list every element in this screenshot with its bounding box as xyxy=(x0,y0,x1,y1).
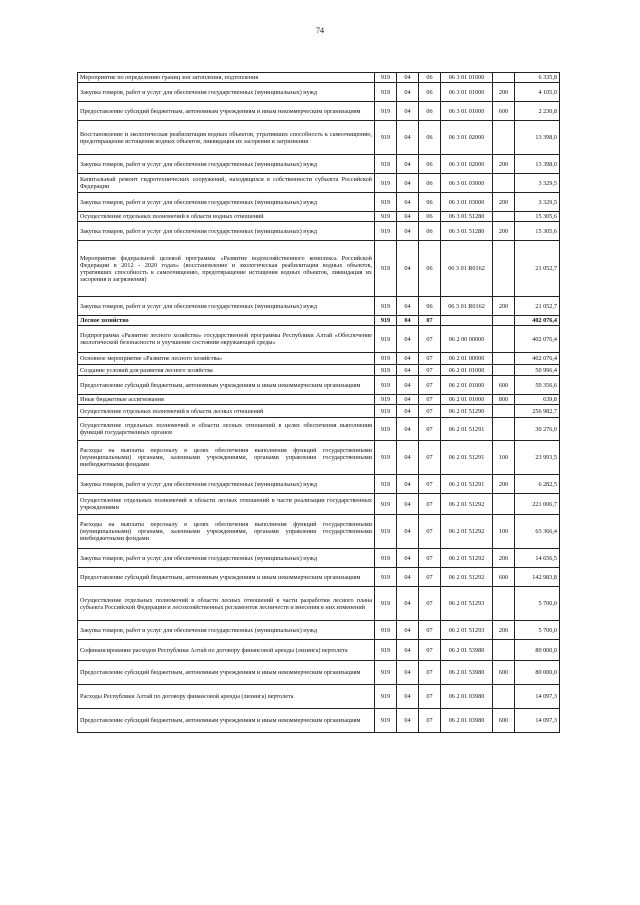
section-code-cell: 04 xyxy=(397,365,419,376)
amount-cell: 402 076,4 xyxy=(515,353,560,365)
amount-cell: 30 276,0 xyxy=(515,418,560,441)
subsection-code-cell: 06 xyxy=(419,222,441,241)
expense-type-cell: 200 xyxy=(493,621,515,640)
expense-type-cell: 200 xyxy=(493,83,515,102)
section-code-cell: 04 xyxy=(397,121,419,155)
expense-type-cell: 600 xyxy=(493,661,515,685)
expense-type-cell xyxy=(493,418,515,441)
expense-type-cell xyxy=(493,685,515,709)
subsection-code-cell: 07 xyxy=(419,709,441,733)
table-row xyxy=(78,73,560,83)
amount-cell: 80 000,0 xyxy=(515,640,560,661)
expense-name-cell: Иные бюджетные ассигнования xyxy=(78,395,375,405)
amount-cell: 14 656,5 xyxy=(515,549,560,568)
amount-cell: 6 282,5 xyxy=(515,475,560,494)
expense-name-cell: Закупка товаров, работ и услуг для обеспечения государственных (муниципальных) нужд xyxy=(78,475,375,494)
expense-name-cell: Закупка товаров, работ и услуг для обеспечения государственных (муниципальных) нужд xyxy=(78,297,375,316)
table-row xyxy=(78,515,560,549)
target-article-cell: 06 2 01 51291 xyxy=(441,418,493,441)
target-article-cell: 06 2 01 00000 xyxy=(441,353,493,365)
section-code-cell: 04 xyxy=(397,494,419,515)
section-code-cell: 04 xyxy=(397,297,419,316)
section-code-cell: 04 xyxy=(397,376,419,395)
expense-name-cell: Осуществление отдельных полномочий в области лесных отношений в целях обеспечения выполнения функций государственных органов xyxy=(78,418,375,441)
amount-cell: 50 996,4 xyxy=(515,365,560,376)
table-row xyxy=(78,661,560,685)
grbs-code-cell: 919 xyxy=(375,155,397,174)
subsection-code-cell: 06 xyxy=(419,83,441,102)
amount-cell: 15 305,6 xyxy=(515,212,560,222)
table-row xyxy=(78,83,560,102)
subsection-code-cell: 07 xyxy=(419,395,441,405)
expense-type-cell: 200 xyxy=(493,475,515,494)
section-code-cell: 04 xyxy=(397,709,419,733)
subsection-code-cell: 07 xyxy=(419,640,441,661)
table-row xyxy=(78,418,560,441)
table-row xyxy=(78,297,560,316)
amount-cell: 402 076,4 xyxy=(515,326,560,353)
section-code-cell: 04 xyxy=(397,193,419,212)
grbs-code-cell: 919 xyxy=(375,515,397,549)
subsection-code-cell: 06 xyxy=(419,121,441,155)
target-article-cell: 06 2 01 53980 xyxy=(441,661,493,685)
grbs-code-cell: 919 xyxy=(375,441,397,475)
section-code-cell: 04 xyxy=(397,568,419,587)
expense-type-cell: 200 xyxy=(493,222,515,241)
grbs-code-cell: 919 xyxy=(375,212,397,222)
subsection-code-cell: 07 xyxy=(419,621,441,640)
target-article-cell: 06 2 01 03980 xyxy=(441,709,493,733)
table-row xyxy=(78,155,560,174)
expense-type-cell xyxy=(493,316,515,326)
expense-type-cell xyxy=(493,121,515,155)
table-row xyxy=(78,441,560,475)
subsection-code-cell: 07 xyxy=(419,475,441,494)
expense-name-cell: Расходы Республики Алтай по договору финансовой аренды (лизинга) вертолета xyxy=(78,685,375,709)
table-row xyxy=(78,568,560,587)
subsection-code-cell: 07 xyxy=(419,326,441,353)
expense-name-cell: Восстановление и экологическая реабилитация водных объектов, утративших способность к самоочищению, предотвращение истощения водных объектов, ликвидация их засорения и загрязнения xyxy=(78,121,375,155)
target-article-cell xyxy=(441,316,493,326)
table-row xyxy=(78,121,560,155)
amount-cell: 2 230,8 xyxy=(515,102,560,121)
table-row xyxy=(78,353,560,365)
table-row xyxy=(78,475,560,494)
subsection-code-cell: 06 xyxy=(419,174,441,193)
grbs-code-cell: 919 xyxy=(375,193,397,212)
expense-type-cell xyxy=(493,640,515,661)
expense-type-cell xyxy=(493,174,515,193)
expense-name-cell: Капитальный ремонт гидротехнических сооружений, находящихся в собственности субъекта Российской Федерации xyxy=(78,174,375,193)
section-code-cell: 04 xyxy=(397,395,419,405)
table-row xyxy=(78,395,560,405)
target-article-cell: 06 2 01 51292 xyxy=(441,568,493,587)
grbs-code-cell: 919 xyxy=(375,73,397,83)
expense-name-cell: Закупка товаров, работ и услуг для обеспечения государственных (муниципальных) нужд xyxy=(78,83,375,102)
expense-name-cell: Осуществление отдельных полномочий в области лесных отношений xyxy=(78,405,375,418)
target-article-cell: 06 3 01 03000 xyxy=(441,174,493,193)
table-row xyxy=(78,587,560,621)
amount-cell: 21 052,7 xyxy=(515,241,560,297)
target-article-cell: 06 2 01 53980 xyxy=(441,640,493,661)
table-row xyxy=(78,174,560,193)
subsection-code-cell: 06 xyxy=(419,241,441,297)
expense-name-cell: Предоставление субсидий бюджетным, автономным учреждениям и иным некоммерческим организациям xyxy=(78,709,375,733)
expense-type-cell: 200 xyxy=(493,155,515,174)
table-body xyxy=(78,73,560,733)
section-code-cell: 04 xyxy=(397,174,419,193)
grbs-code-cell: 919 xyxy=(375,685,397,709)
target-article-cell: 06 2 01 03980 xyxy=(441,685,493,709)
target-article-cell: 06 3 01 51280 xyxy=(441,212,493,222)
expense-type-cell: 600 xyxy=(493,709,515,733)
table-row xyxy=(78,212,560,222)
target-article-cell: 06 3 01 R0162 xyxy=(441,297,493,316)
subsection-code-cell: 07 xyxy=(419,515,441,549)
expense-name-cell: Закупка товаров, работ и услуг для обеспечения государственных (муниципальных) нужд xyxy=(78,193,375,212)
expense-name-cell: Предоставление субсидий бюджетным, автономным учреждениям и иным некоммерческим организациям xyxy=(78,661,375,685)
section-code-cell: 04 xyxy=(397,685,419,709)
grbs-code-cell: 919 xyxy=(375,316,397,326)
expense-name-cell: Софинансирование расходов Республики Алтай по договору финансовой аренды (лизинга) вертолета xyxy=(78,640,375,661)
grbs-code-cell: 919 xyxy=(375,353,397,365)
amount-cell: 142 983,8 xyxy=(515,568,560,587)
target-article-cell: 06 2 01 51292 xyxy=(441,515,493,549)
expense-type-cell: 600 xyxy=(493,568,515,587)
expense-name-cell: Закупка товаров, работ и услуг для обеспечения государственных (муниципальных) нужд xyxy=(78,549,375,568)
target-article-cell: 06 3 01 01000 xyxy=(441,83,493,102)
subsection-code-cell: 07 xyxy=(419,376,441,395)
table-row xyxy=(78,709,560,733)
section-code-cell: 04 xyxy=(397,441,419,475)
expense-name-cell: Расходы на выплаты персоналу в целях обеспечения выполнения функций государственными (муниципальными) органами, казенными учреждениями, органами управления государственными внебюджетными фондами xyxy=(78,515,375,549)
amount-cell: 5 700,0 xyxy=(515,587,560,621)
section-code-cell: 04 xyxy=(397,418,419,441)
expense-type-cell xyxy=(493,365,515,376)
grbs-code-cell: 919 xyxy=(375,83,397,102)
table-row xyxy=(78,316,560,326)
grbs-code-cell: 919 xyxy=(375,326,397,353)
amount-cell: 13 398,0 xyxy=(515,121,560,155)
target-article-cell: 06 3 01 01000 xyxy=(441,73,493,83)
amount-cell: 6 335,8 xyxy=(515,73,560,83)
grbs-code-cell: 919 xyxy=(375,297,397,316)
expense-name-cell: Подпрограмма «Развитие лесного хозяйства» государственной программы Республики Алтай «Обеспечение экологической безопасности и улучшение состояния окружающей среды» xyxy=(78,326,375,353)
expense-name-cell: Предоставление субсидий бюджетным, автономным учреждениям и иным некоммерческим организациям xyxy=(78,376,375,395)
section-code-cell: 04 xyxy=(397,587,419,621)
section-code-cell: 04 xyxy=(397,222,419,241)
target-article-cell: 06 3 01 02000 xyxy=(441,121,493,155)
expense-type-cell: 600 xyxy=(493,376,515,395)
expense-name-cell: Лесное хозяйство xyxy=(78,316,375,326)
expense-type-cell xyxy=(493,212,515,222)
amount-cell: 3 329,5 xyxy=(515,174,560,193)
amount-cell: 4 105,0 xyxy=(515,83,560,102)
target-article-cell: 06 3 01 03000 xyxy=(441,193,493,212)
expense-type-cell: 200 xyxy=(493,297,515,316)
section-code-cell: 04 xyxy=(397,83,419,102)
target-article-cell: 06 3 01 02000 xyxy=(441,155,493,174)
target-article-cell: 06 2 01 51292 xyxy=(441,494,493,515)
expense-type-cell: 100 xyxy=(493,515,515,549)
target-article-cell: 06 2 01 51291 xyxy=(441,441,493,475)
expense-name-cell: Предоставление субсидий бюджетным, автономным учреждениям и иным некоммерческим организациям xyxy=(78,102,375,121)
grbs-code-cell: 919 xyxy=(375,640,397,661)
expense-type-cell xyxy=(493,353,515,365)
expense-name-cell: Основное мероприятие «Развитие лесного хозяйства» xyxy=(78,353,375,365)
subsection-code-cell: 06 xyxy=(419,102,441,121)
section-code-cell: 04 xyxy=(397,405,419,418)
expense-name-cell: Расходы на выплаты персоналу в целях обеспечения выполнения функций государственными (муниципальными) органами, казенными учреждениями, органами управления государственными внебюджетными фондами xyxy=(78,441,375,475)
expense-name-cell: Закупка товаров, работ и услуг для обеспечения государственных (муниципальных) нужд xyxy=(78,155,375,174)
table-row xyxy=(78,621,560,640)
grbs-code-cell: 919 xyxy=(375,494,397,515)
table-row xyxy=(78,494,560,515)
expense-type-cell: 200 xyxy=(493,193,515,212)
target-article-cell: 06 2 01 51292 xyxy=(441,549,493,568)
table-row xyxy=(78,193,560,212)
expense-type-cell xyxy=(493,587,515,621)
subsection-code-cell: 07 xyxy=(419,418,441,441)
subsection-code-cell: 07 xyxy=(419,685,441,709)
expense-name-cell: Закупка товаров, работ и услуг для обеспечения государственных (муниципальных) нужд xyxy=(78,621,375,640)
expense-type-cell: 600 xyxy=(493,102,515,121)
amount-cell: 402 076,4 xyxy=(515,316,560,326)
amount-cell: 80 000,0 xyxy=(515,661,560,685)
table-row xyxy=(78,685,560,709)
section-code-cell: 04 xyxy=(397,326,419,353)
section-code-cell: 04 xyxy=(397,102,419,121)
section-code-cell: 04 xyxy=(397,549,419,568)
table-row xyxy=(78,326,560,353)
grbs-code-cell: 919 xyxy=(375,549,397,568)
expense-type-cell xyxy=(493,405,515,418)
target-article-cell: 06 2 01 01000 xyxy=(441,395,493,405)
expense-name-cell: Осуществление отдельных полномочий в области лесных отношений в части разработки лесного плана субъекта Российской Федерации и лесохозяйственных регламентов лесничеств и внесения в них изменений xyxy=(78,587,375,621)
expense-type-cell: 800 xyxy=(493,395,515,405)
subsection-code-cell: 07 xyxy=(419,587,441,621)
amount-cell: 14 097,3 xyxy=(515,709,560,733)
subsection-code-cell: 07 xyxy=(419,353,441,365)
section-code-cell: 04 xyxy=(397,316,419,326)
target-article-cell: 06 2 01 51293 xyxy=(441,621,493,640)
grbs-code-cell: 919 xyxy=(375,174,397,193)
grbs-code-cell: 919 xyxy=(375,405,397,418)
amount-cell: 221 006,7 xyxy=(515,494,560,515)
expense-type-cell: 200 xyxy=(493,549,515,568)
expense-name-cell: Создание условий для развития лесного хозяйства xyxy=(78,365,375,376)
amount-cell: 3 329,5 xyxy=(515,193,560,212)
amount-cell: 256 982,7 xyxy=(515,405,560,418)
section-code-cell: 04 xyxy=(397,353,419,365)
grbs-code-cell: 919 xyxy=(375,709,397,733)
grbs-code-cell: 919 xyxy=(375,121,397,155)
target-article-cell: 06 2 01 51290 xyxy=(441,405,493,418)
target-article-cell: 06 2 01 01000 xyxy=(441,376,493,395)
section-code-cell: 04 xyxy=(397,640,419,661)
section-code-cell: 04 xyxy=(397,661,419,685)
expense-name-cell: Осуществление отдельных полномочий в области водных отношений xyxy=(78,212,375,222)
expense-name-cell: Предоставление субсидий бюджетным, автономным учреждениям и иным некоммерческим организациям xyxy=(78,568,375,587)
expense-type-cell xyxy=(493,73,515,83)
page-number: 74 xyxy=(316,26,324,35)
amount-cell: 14 097,3 xyxy=(515,685,560,709)
table-row xyxy=(78,102,560,121)
expense-name-cell: Закупка товаров, работ и услуг для обеспечения государственных (муниципальных) нужд xyxy=(78,222,375,241)
amount-cell: 50 356,6 xyxy=(515,376,560,395)
section-code-cell: 04 xyxy=(397,515,419,549)
amount-cell: 21 052,7 xyxy=(515,297,560,316)
grbs-code-cell: 919 xyxy=(375,222,397,241)
target-article-cell: 06 3 01 R0162 xyxy=(441,241,493,297)
amount-cell: 13 398,0 xyxy=(515,155,560,174)
expense-name-cell: Мероприятие по определению границ зон затопления, подтопления xyxy=(78,73,375,83)
grbs-code-cell: 919 xyxy=(375,661,397,685)
grbs-code-cell: 919 xyxy=(375,241,397,297)
target-article-cell: 06 3 01 51280 xyxy=(441,222,493,241)
target-article-cell: 06 2 00 00000 xyxy=(441,326,493,353)
table-row xyxy=(78,222,560,241)
amount-cell: 15 305,6 xyxy=(515,222,560,241)
table-row xyxy=(78,365,560,376)
subsection-code-cell: 07 xyxy=(419,365,441,376)
grbs-code-cell: 919 xyxy=(375,621,397,640)
section-code-cell: 04 xyxy=(397,212,419,222)
amount-cell: 63 366,4 xyxy=(515,515,560,549)
amount-cell: 639,8 xyxy=(515,395,560,405)
subsection-code-cell: 07 xyxy=(419,549,441,568)
budget-table xyxy=(77,72,560,733)
grbs-code-cell: 919 xyxy=(375,102,397,121)
grbs-code-cell: 919 xyxy=(375,568,397,587)
table-row xyxy=(78,241,560,297)
grbs-code-cell: 919 xyxy=(375,587,397,621)
subsection-code-cell: 06 xyxy=(419,212,441,222)
grbs-code-cell: 919 xyxy=(375,475,397,494)
target-article-cell: 06 2 01 01000 xyxy=(441,365,493,376)
target-article-cell: 06 2 01 51291 xyxy=(441,475,493,494)
section-code-cell: 04 xyxy=(397,241,419,297)
grbs-code-cell: 919 xyxy=(375,395,397,405)
section-code-cell: 04 xyxy=(397,475,419,494)
table-row xyxy=(78,640,560,661)
table-row xyxy=(78,376,560,395)
subsection-code-cell: 07 xyxy=(419,316,441,326)
subsection-code-cell: 07 xyxy=(419,494,441,515)
subsection-code-cell: 07 xyxy=(419,405,441,418)
table-row xyxy=(78,549,560,568)
section-code-cell: 04 xyxy=(397,73,419,83)
grbs-code-cell: 919 xyxy=(375,376,397,395)
expense-name-cell: Осуществление отдельных полномочий в области лесных отношений в части реализации государственных учреждениями xyxy=(78,494,375,515)
expense-type-cell xyxy=(493,241,515,297)
subsection-code-cell: 06 xyxy=(419,193,441,212)
amount-cell: 5 700,0 xyxy=(515,621,560,640)
expense-type-cell xyxy=(493,326,515,353)
expense-name-cell: Мероприятия федеральной целевой программы «Развитие водохозяйственного комплекса Российской Федерации в 2012 - 2020 годах» (восстановление и экологическая реабилитация водных объектов, утративших способность к самоочищению, предотвращение истощения водных объектов, ликвидация их засорения и загрязнения) xyxy=(78,241,375,297)
expense-type-cell xyxy=(493,494,515,515)
section-code-cell: 04 xyxy=(397,621,419,640)
target-article-cell: 06 2 01 51293 xyxy=(441,587,493,621)
subsection-code-cell: 06 xyxy=(419,155,441,174)
target-article-cell: 06 3 01 01000 xyxy=(441,102,493,121)
subsection-code-cell: 06 xyxy=(419,73,441,83)
subsection-code-cell: 06 xyxy=(419,297,441,316)
expense-type-cell: 100 xyxy=(493,441,515,475)
grbs-code-cell: 919 xyxy=(375,418,397,441)
subsection-code-cell: 07 xyxy=(419,568,441,587)
table-row xyxy=(78,405,560,418)
section-code-cell: 04 xyxy=(397,155,419,174)
subsection-code-cell: 07 xyxy=(419,661,441,685)
subsection-code-cell: 07 xyxy=(419,441,441,475)
amount-cell: 23 993,5 xyxy=(515,441,560,475)
grbs-code-cell: 919 xyxy=(375,365,397,376)
